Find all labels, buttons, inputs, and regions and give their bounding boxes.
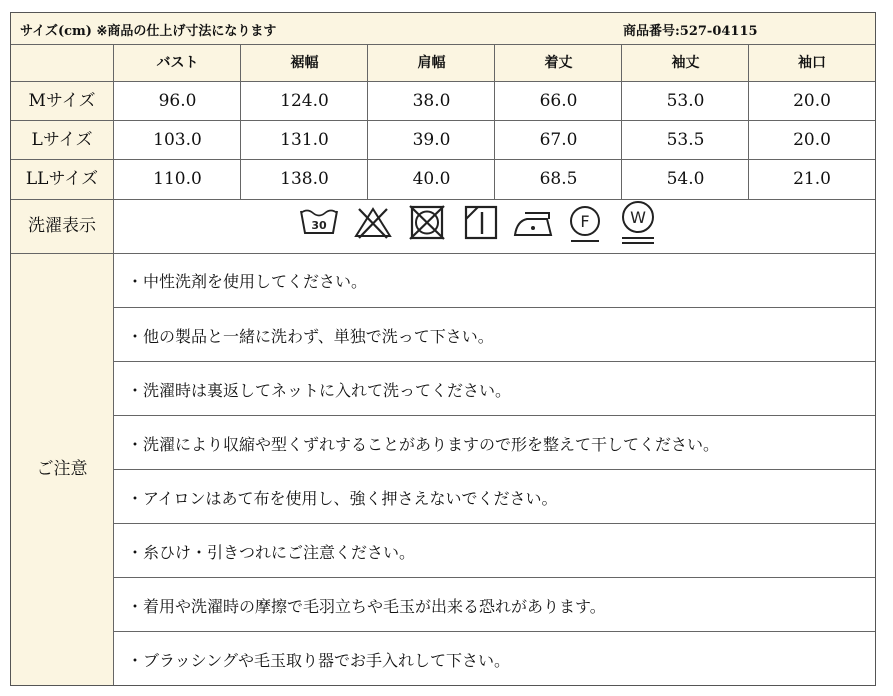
m-length: 66.0: [539, 91, 578, 111]
note-item: ・着用や洗濯時の摩擦で毛羽立ちや毛玉が出来る恐れがあります。: [127, 596, 606, 616]
col-bust: バスト: [156, 55, 199, 71]
m-sleeve-length: 53.0: [666, 91, 705, 111]
l-length: 67.0: [539, 130, 578, 150]
grid-line: [240, 45, 241, 200]
row-label-l: Lサイズ: [31, 130, 93, 150]
note-item: ・糸ひけ・引きつれにご注意ください。: [127, 542, 416, 562]
col-length: 着丈: [544, 55, 573, 71]
col-cuff: 袖口: [798, 55, 826, 71]
hand-wash-icon: [299, 205, 339, 241]
grid-line: [11, 159, 875, 160]
m-hem-width: 124.0: [280, 91, 329, 111]
l-shoulder-width: 39.0: [412, 130, 451, 150]
svg-text:30: 30: [311, 219, 327, 232]
ll-bust: 110.0: [153, 169, 202, 189]
grid-line: [11, 81, 875, 82]
l-bust: 103.0: [153, 130, 202, 150]
ll-cuff: 21.0: [793, 169, 831, 189]
ll-hem-width: 138.0: [280, 169, 329, 189]
l-cuff: 20.0: [793, 130, 831, 150]
grid-line: [494, 45, 495, 200]
m-shoulder-width: 38.0: [412, 91, 451, 111]
ll-shoulder-width: 40.0: [412, 169, 451, 189]
wet-clean-w-icon: [616, 199, 660, 247]
grid-line: [11, 120, 875, 121]
grid-line: [113, 523, 875, 524]
note-item: ・ブラッシングや毛玉取り器でお手入れして下さい。: [127, 650, 510, 670]
note-item: ・アイロンはあて布を使用し、強く押さえないでください。: [127, 488, 558, 508]
col-sleeve-length: 袖丈: [671, 55, 700, 71]
note-item: ・中性洗剤を使用してください。: [127, 271, 368, 291]
svg-text:W: W: [630, 208, 646, 227]
grid-line: [113, 45, 114, 685]
washing-label: 洗濯表示: [28, 216, 96, 236]
grid-line: [367, 45, 368, 200]
grid-line: [113, 307, 875, 308]
m-bust: 96.0: [158, 91, 197, 111]
row-label-ll: LLサイズ: [25, 169, 99, 189]
row-label-m: Mサイズ: [28, 91, 96, 111]
note-item: ・他の製品と一緒に洗わず、単独で洗って下さい。: [127, 326, 494, 346]
grid-line: [113, 469, 875, 470]
m-cuff: 20.0: [793, 91, 831, 111]
grid-line: [11, 199, 875, 200]
no-bleach-icon: [353, 205, 393, 241]
iron-low-icon: [511, 205, 555, 241]
svg-text:F: F: [580, 212, 590, 231]
grid-line: [113, 577, 875, 578]
l-sleeve-length: 53.5: [666, 130, 705, 150]
no-tumble-dry-icon: [407, 205, 447, 241]
l-hem-width: 131.0: [280, 130, 329, 150]
grid-line: [11, 253, 875, 254]
note-item: ・洗濯時は裏返してネットに入れて洗ってください。: [127, 380, 512, 400]
notes-label: ご注意: [36, 459, 88, 479]
product-number: 商品番号:527-04115: [623, 24, 758, 39]
line-dry-shade-icon: [461, 205, 501, 241]
note-item: ・洗濯により収縮や型くずれすることがありますので形を整えて干してください。: [127, 434, 720, 454]
ll-length: 68.5: [539, 169, 578, 189]
size-and-care-sheet: [10, 12, 876, 686]
dry-clean-f-icon: [565, 205, 605, 245]
col-shoulder-width: 肩幅: [417, 55, 446, 71]
col-hem-width: 裾幅: [290, 55, 319, 71]
grid-line: [11, 44, 875, 45]
grid-line: [113, 361, 875, 362]
grid-line: [113, 631, 875, 632]
grid-line: [621, 45, 622, 200]
ll-sleeve-length: 54.0: [666, 169, 705, 189]
grid-line: [113, 415, 875, 416]
size-caption: サイズ(cm) ※商品の仕上げ寸法になります: [20, 24, 277, 39]
grid-line: [748, 45, 749, 200]
